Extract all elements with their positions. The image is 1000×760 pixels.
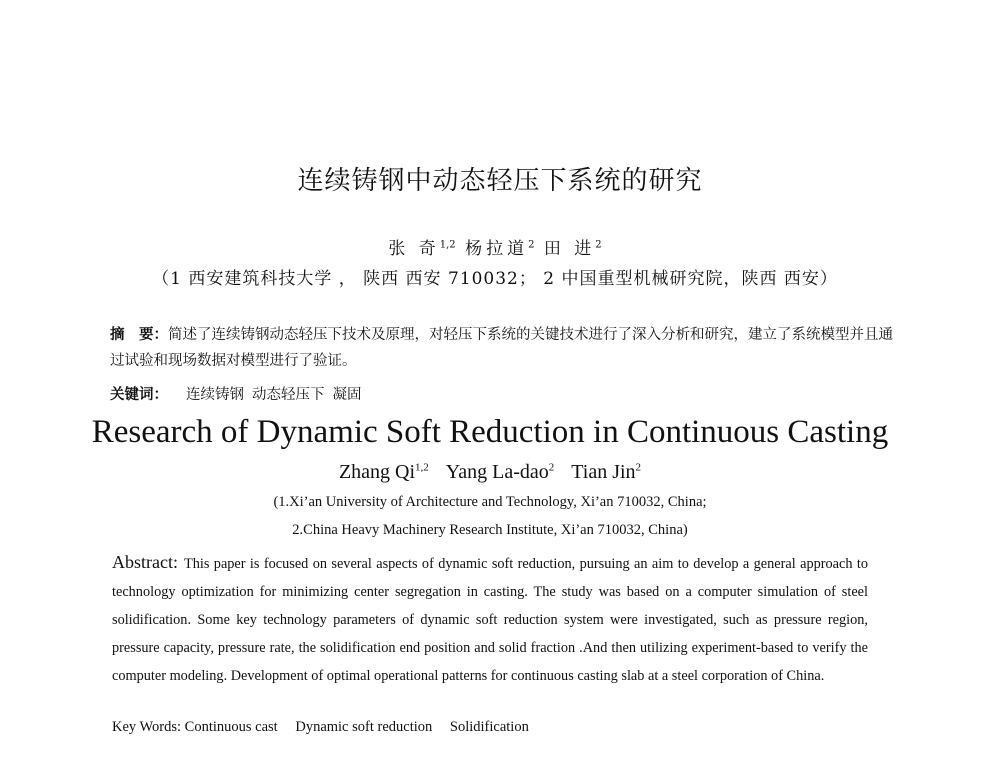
en-author-2-affil: 2 [548, 461, 555, 474]
english-authors [0, 461, 980, 484]
cn-keywords-label: 关键词： [110, 387, 168, 403]
chinese-abstract [110, 322, 900, 374]
en-abstract-text: This paper is focused on several aspects of dynamic soft reduction, pursuing an aim to develop a general approach to technology optimization for minimizing center segregation in casting. The study was based on a computer simulation of steel solidification. Some key technology parameters of dynamic soft reduction system were investigated, such as pressure region, pressure capacity, pressure rate, the solidification end position and solid fraction .And then utilizing experiment-based to verify the computer modeling. Development of optimal operational patterns for continuous casting slab at a steel corporation of China. [112, 556, 868, 684]
english-affiliation-2: 2.China Heavy Machinery Research Institute, Xi’an 710032, China) [292, 522, 688, 538]
cn-author-3: 田 进 [543, 239, 596, 259]
en-abstract-label: Abstract: [112, 552, 178, 572]
en-keyword: Dynamic soft reduction [295, 719, 433, 735]
en-keywords-label: Key Words: [112, 719, 182, 735]
cn-author-2-affil: 2 [528, 239, 535, 251]
en-author-3-name: Tian Jin [571, 461, 636, 483]
en-keyword: Solidification [449, 719, 529, 735]
en-author-1-affil: 1,2 [415, 461, 429, 474]
chinese-title: 连续铸钢中动态轻压下系统的研究 [297, 166, 703, 196]
chinese-keywords [110, 382, 900, 408]
cn-author-1-affil: 1,2 [439, 239, 456, 251]
en-author-2 [446, 461, 554, 483]
en-author-2-name: Yang La-dao [445, 461, 549, 483]
chinese-authors [0, 234, 990, 259]
en-author-1 [339, 461, 429, 483]
en-author-3-affil: 2 [635, 461, 642, 474]
cn-keyword: 动态轻压下 [252, 387, 325, 403]
en-keyword: Continuous cast [184, 719, 278, 735]
chinese-affiliation: （1 西安建筑科技大学 ， 陕西 西安 710032； 2 中国重型机械研究院，陕西 西安） [152, 269, 838, 289]
english-title: Research of Dynamic Soft Reduction in Continuous Casting [91, 414, 889, 450]
cn-author-2: 杨拉道 [465, 239, 529, 259]
en-author-3 [571, 461, 641, 483]
cn-author-1: 张 奇 [388, 239, 440, 259]
en-author-1-name: Zhang Qi [338, 461, 416, 483]
cn-abstract-text: 简述了连续铸钢动态轻压下技术及原理，对轻压下系统的关键技术进行了深入分析和研究，建立了系统模型并且通过试验和现场数据对模型进行了验证。 [110, 327, 893, 369]
english-affiliation-1: (1.Xi’an University of Architecture and Technology, Xi’an 710032, China; [273, 494, 707, 510]
cn-keyword: 凝固 [332, 387, 362, 403]
cn-keyword: 连续铸钢 [186, 387, 244, 403]
cn-abstract-label: 摘 要： [110, 327, 168, 343]
english-abstract [112, 548, 868, 690]
english-keywords [112, 719, 868, 736]
cn-author-3-affil: 2 [595, 239, 602, 251]
